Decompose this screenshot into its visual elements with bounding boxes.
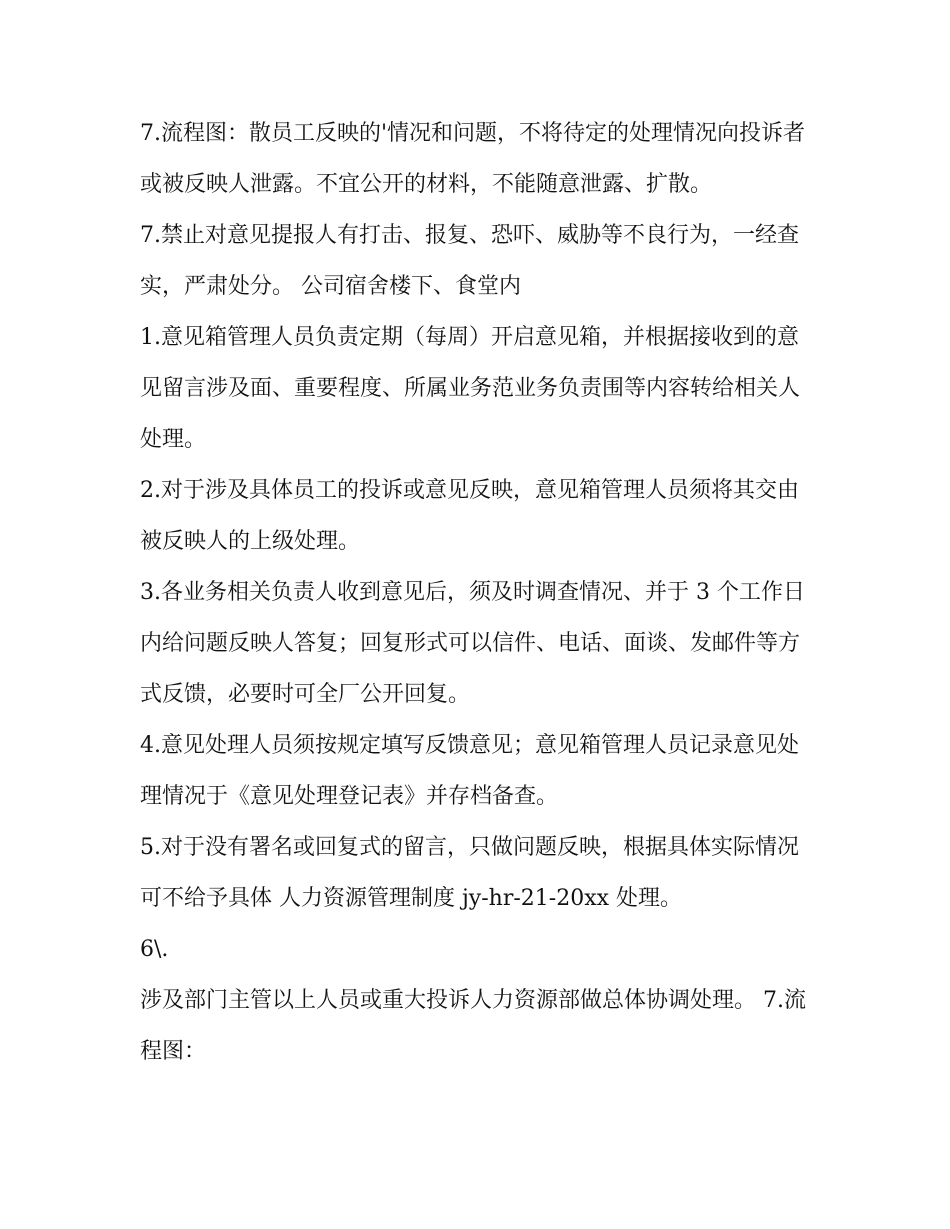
paragraph-item-2: 2.对于涉及具体员工的投诉或意见反映，意见箱管理人员须将其交由被反映人的上级处理。 <box>140 478 799 554</box>
paragraph-item-3: 3.各业务相关负责人收到意见后，须及时调查情况、并于 3 个工作日内给问题反映人答复；回复形式可以信件、电话、面谈、发邮件等方式反馈，必要时可全厂公开回复。 <box>140 580 805 707</box>
paragraph-item-6-number: 6\. <box>140 937 169 962</box>
paragraph-item-1: 1.意见箱管理人员负责定期（每周）开启意见箱，并根据接收到的意见留言涉及面、重要程度、所属业务范业务负责围等内容转给相关人处理。 <box>140 325 801 452</box>
document-body <box>140 108 820 1077</box>
paragraph-item-4: 4.意见处理人员须按规定填写反馈意见；意见箱管理人员记录意见处理情况于《意见处理登记表》并存档备查。 <box>140 733 799 809</box>
paragraph-item-5: 5.对于没有署名或回复式的留言，只做问题反映，根据具体实际情况可不给予具体 人力资源管理制度 jy-hr-21-20xx 处理。 <box>140 835 799 911</box>
paragraph-no-retaliation: 7.禁止对意见提报人有打击、报复、恐吓、威胁等不良行为，一经查实，严肃处分。 公司宿舍楼下、食堂内 <box>140 223 799 299</box>
paragraph-flowchart-confidentiality: 7.流程图：散员工反映的'情况和问题，不将待定的处理情况向投诉者或被反映人泄露。不宜公开的材料，不能随意泄露、扩散。 <box>140 121 806 197</box>
paragraph-item-6-text: 涉及部门主管以上人员或重大投诉人力资源部做总体协调处理。 7.流程图： <box>140 988 806 1064</box>
